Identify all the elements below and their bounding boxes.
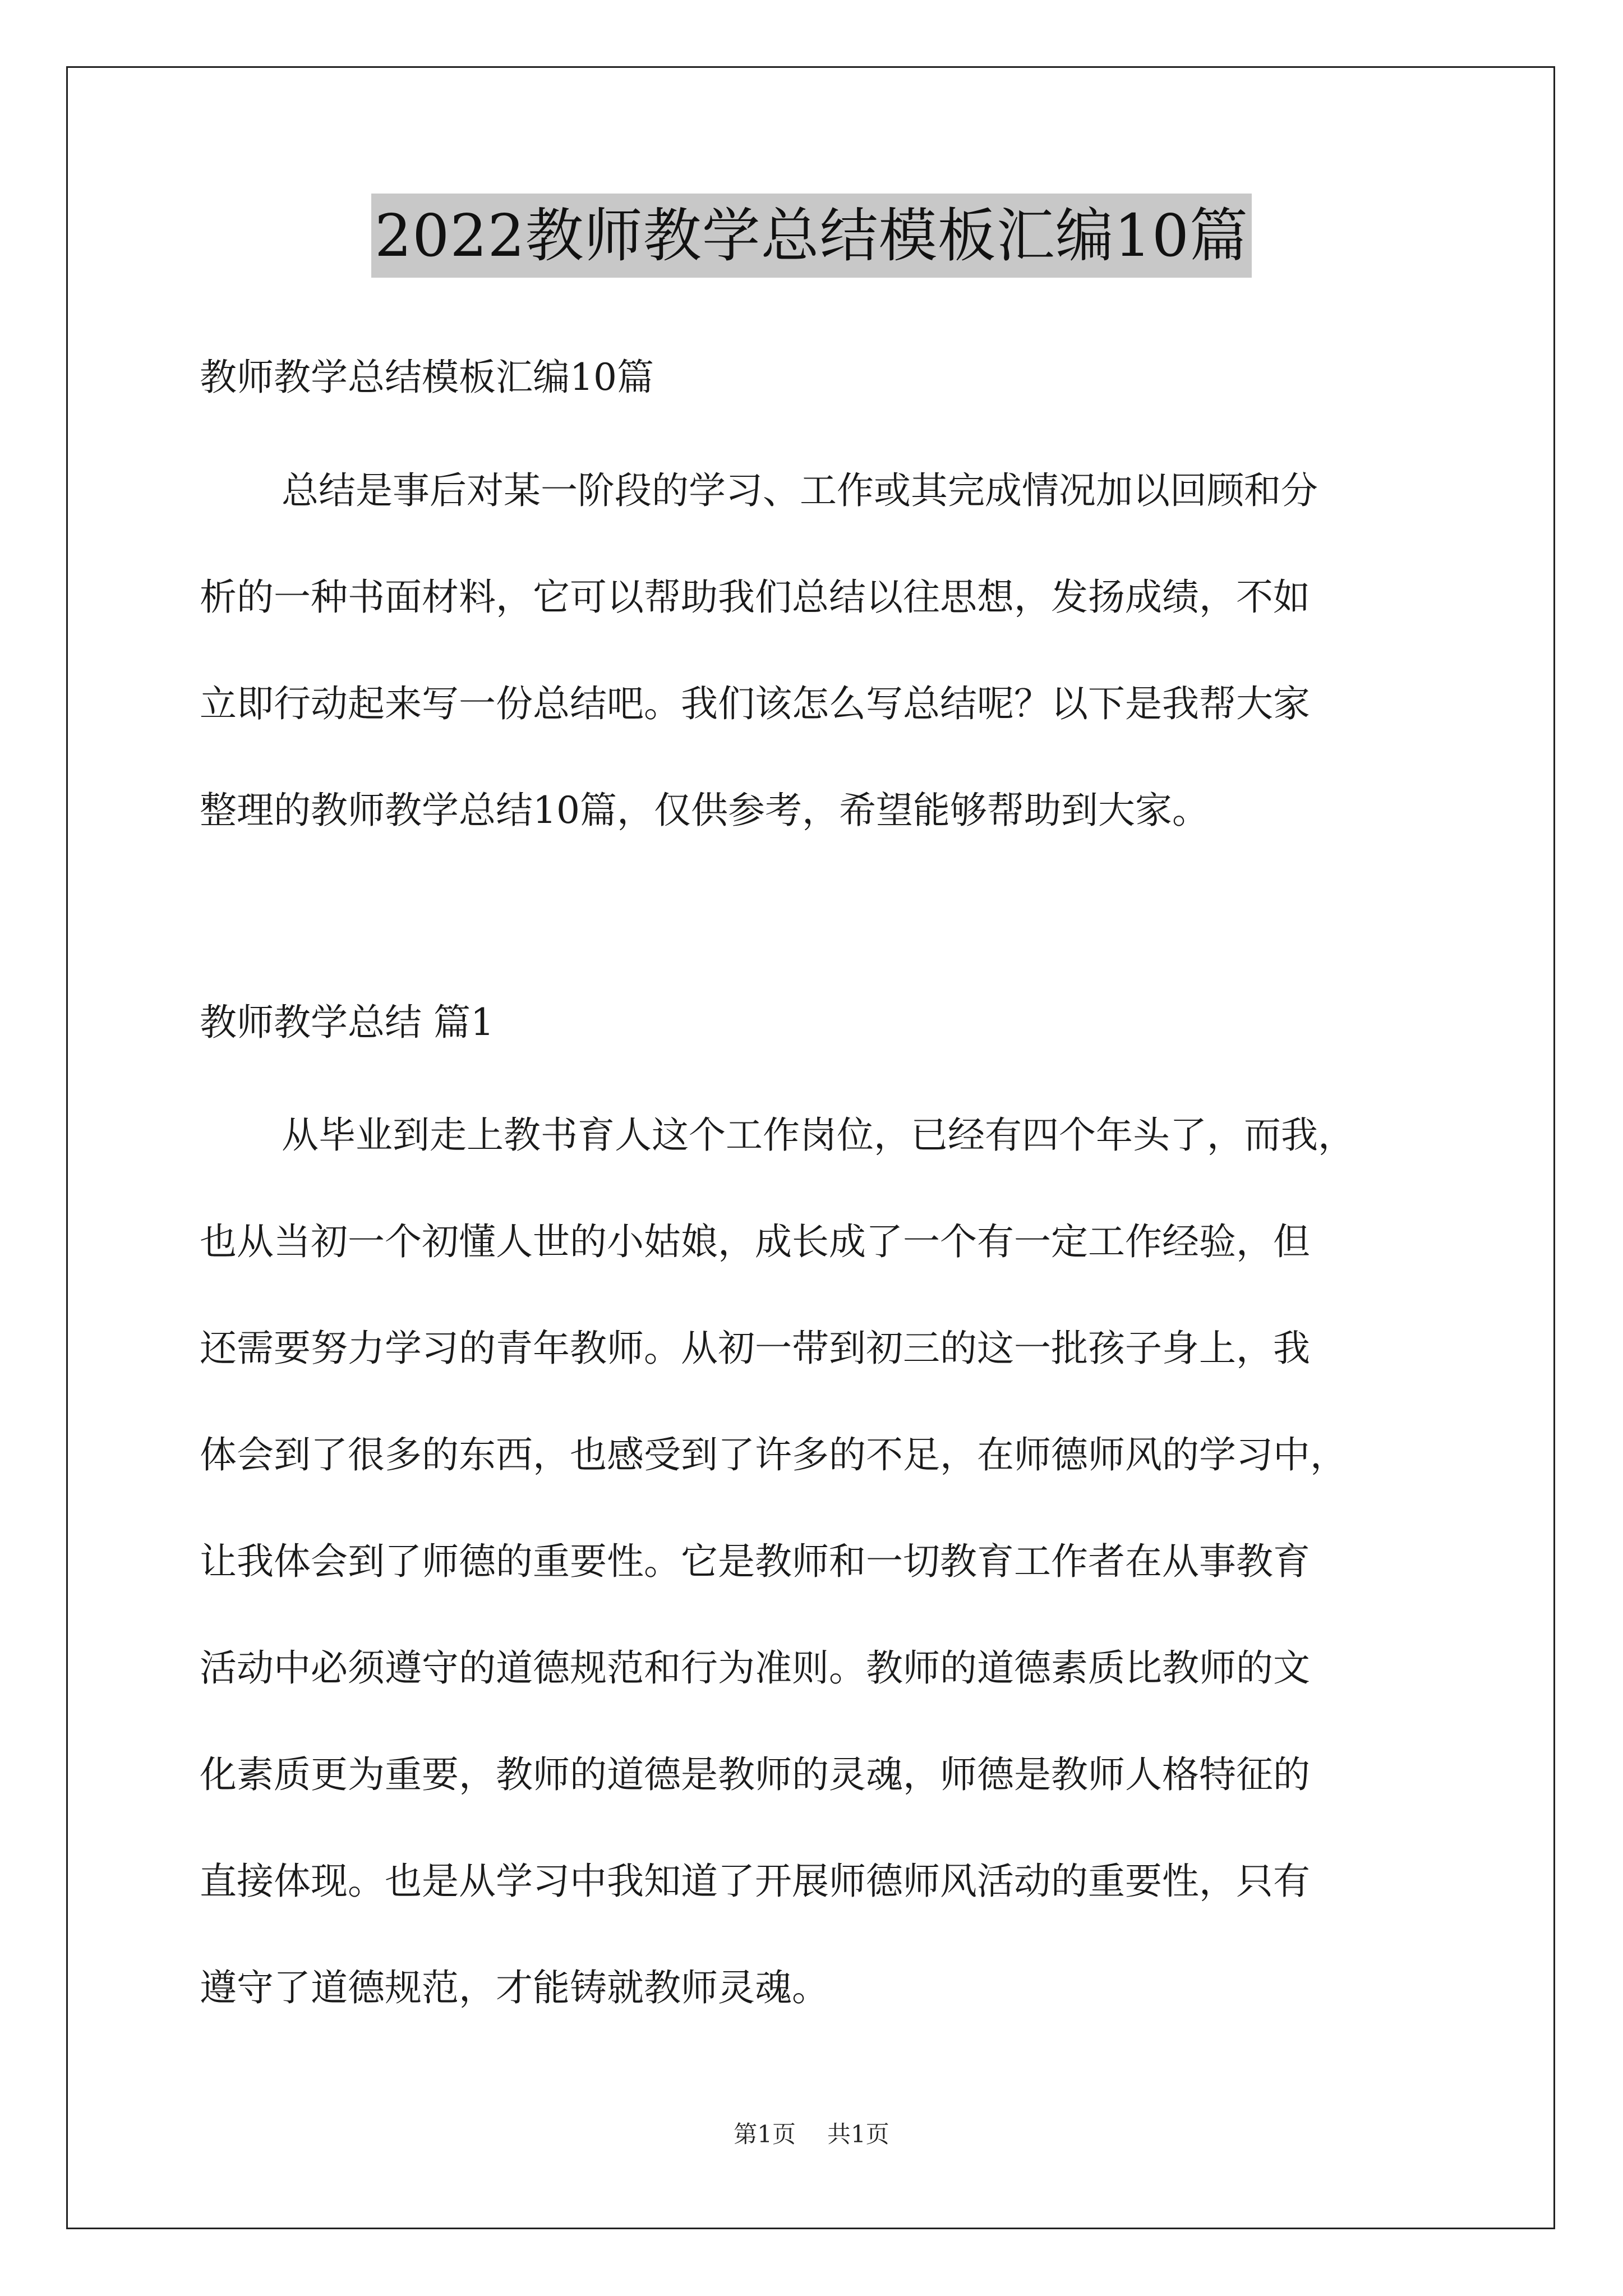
page-number: 第1页 xyxy=(734,2120,796,2148)
section-heading: 教师教学总结 篇1 xyxy=(200,1001,494,1044)
body-line: 也从当初一个初懂人世的小姑娘，成长成了一个有一定工作经验，但 xyxy=(200,1220,1310,1263)
section-body-paragraph xyxy=(200,1082,1450,2041)
body-line: 活动中必须遵守的道德规范和行为准则。教师的道德素质比教师的文 xyxy=(200,1646,1310,1690)
total-pages: 共1页 xyxy=(827,2120,889,2148)
body-line: 遵守了道德规范，才能铸就教师灵魂。 xyxy=(200,1966,829,2009)
body-line: 化素质更为重要，教师的道德是教师的灵魂，师德是教师人格特征的 xyxy=(200,1753,1310,1796)
document-subtitle: 教师教学总结模板汇编10篇 xyxy=(200,356,654,399)
page-footer xyxy=(0,2118,1623,2151)
body-line: 直接体现。也是从学习中我知道了开展师德师风活动的重要性，只有 xyxy=(200,1860,1310,1903)
body-line: 体会到了很多的东西，也感受到了许多的不足，在师德师风的学习中， xyxy=(200,1433,1347,1476)
intro-paragraph xyxy=(200,438,1450,864)
body-line: 让我体会到了师德的重要性。它是教师和一切教育工作者在从事教育 xyxy=(200,1540,1310,1583)
body-line: 从毕业到走上教书育人这个工作岗位，已经有四个年头了，而我， xyxy=(282,1114,1355,1157)
intro-line: 整理的教师教学总结10篇，仅供参考，希望能够帮助到大家。 xyxy=(200,789,1209,832)
body-line: 还需要努力学习的青年教师。从初一带到初三的这一批孩子身上，我 xyxy=(200,1327,1310,1370)
document-title: 2022教师教学总结模板汇编10篇 xyxy=(371,194,1252,278)
title-container xyxy=(0,194,1623,278)
intro-line: 总结是事后对某一阶段的学习、工作或其完成情况加以回顾和分 xyxy=(282,469,1318,512)
intro-line: 析的一种书面材料，它可以帮助我们总结以往思想，发扬成绩，不如 xyxy=(200,576,1310,619)
intro-line: 立即行动起来写一份总结吧。我们该怎么写总结呢？以下是我帮大家 xyxy=(200,682,1310,725)
